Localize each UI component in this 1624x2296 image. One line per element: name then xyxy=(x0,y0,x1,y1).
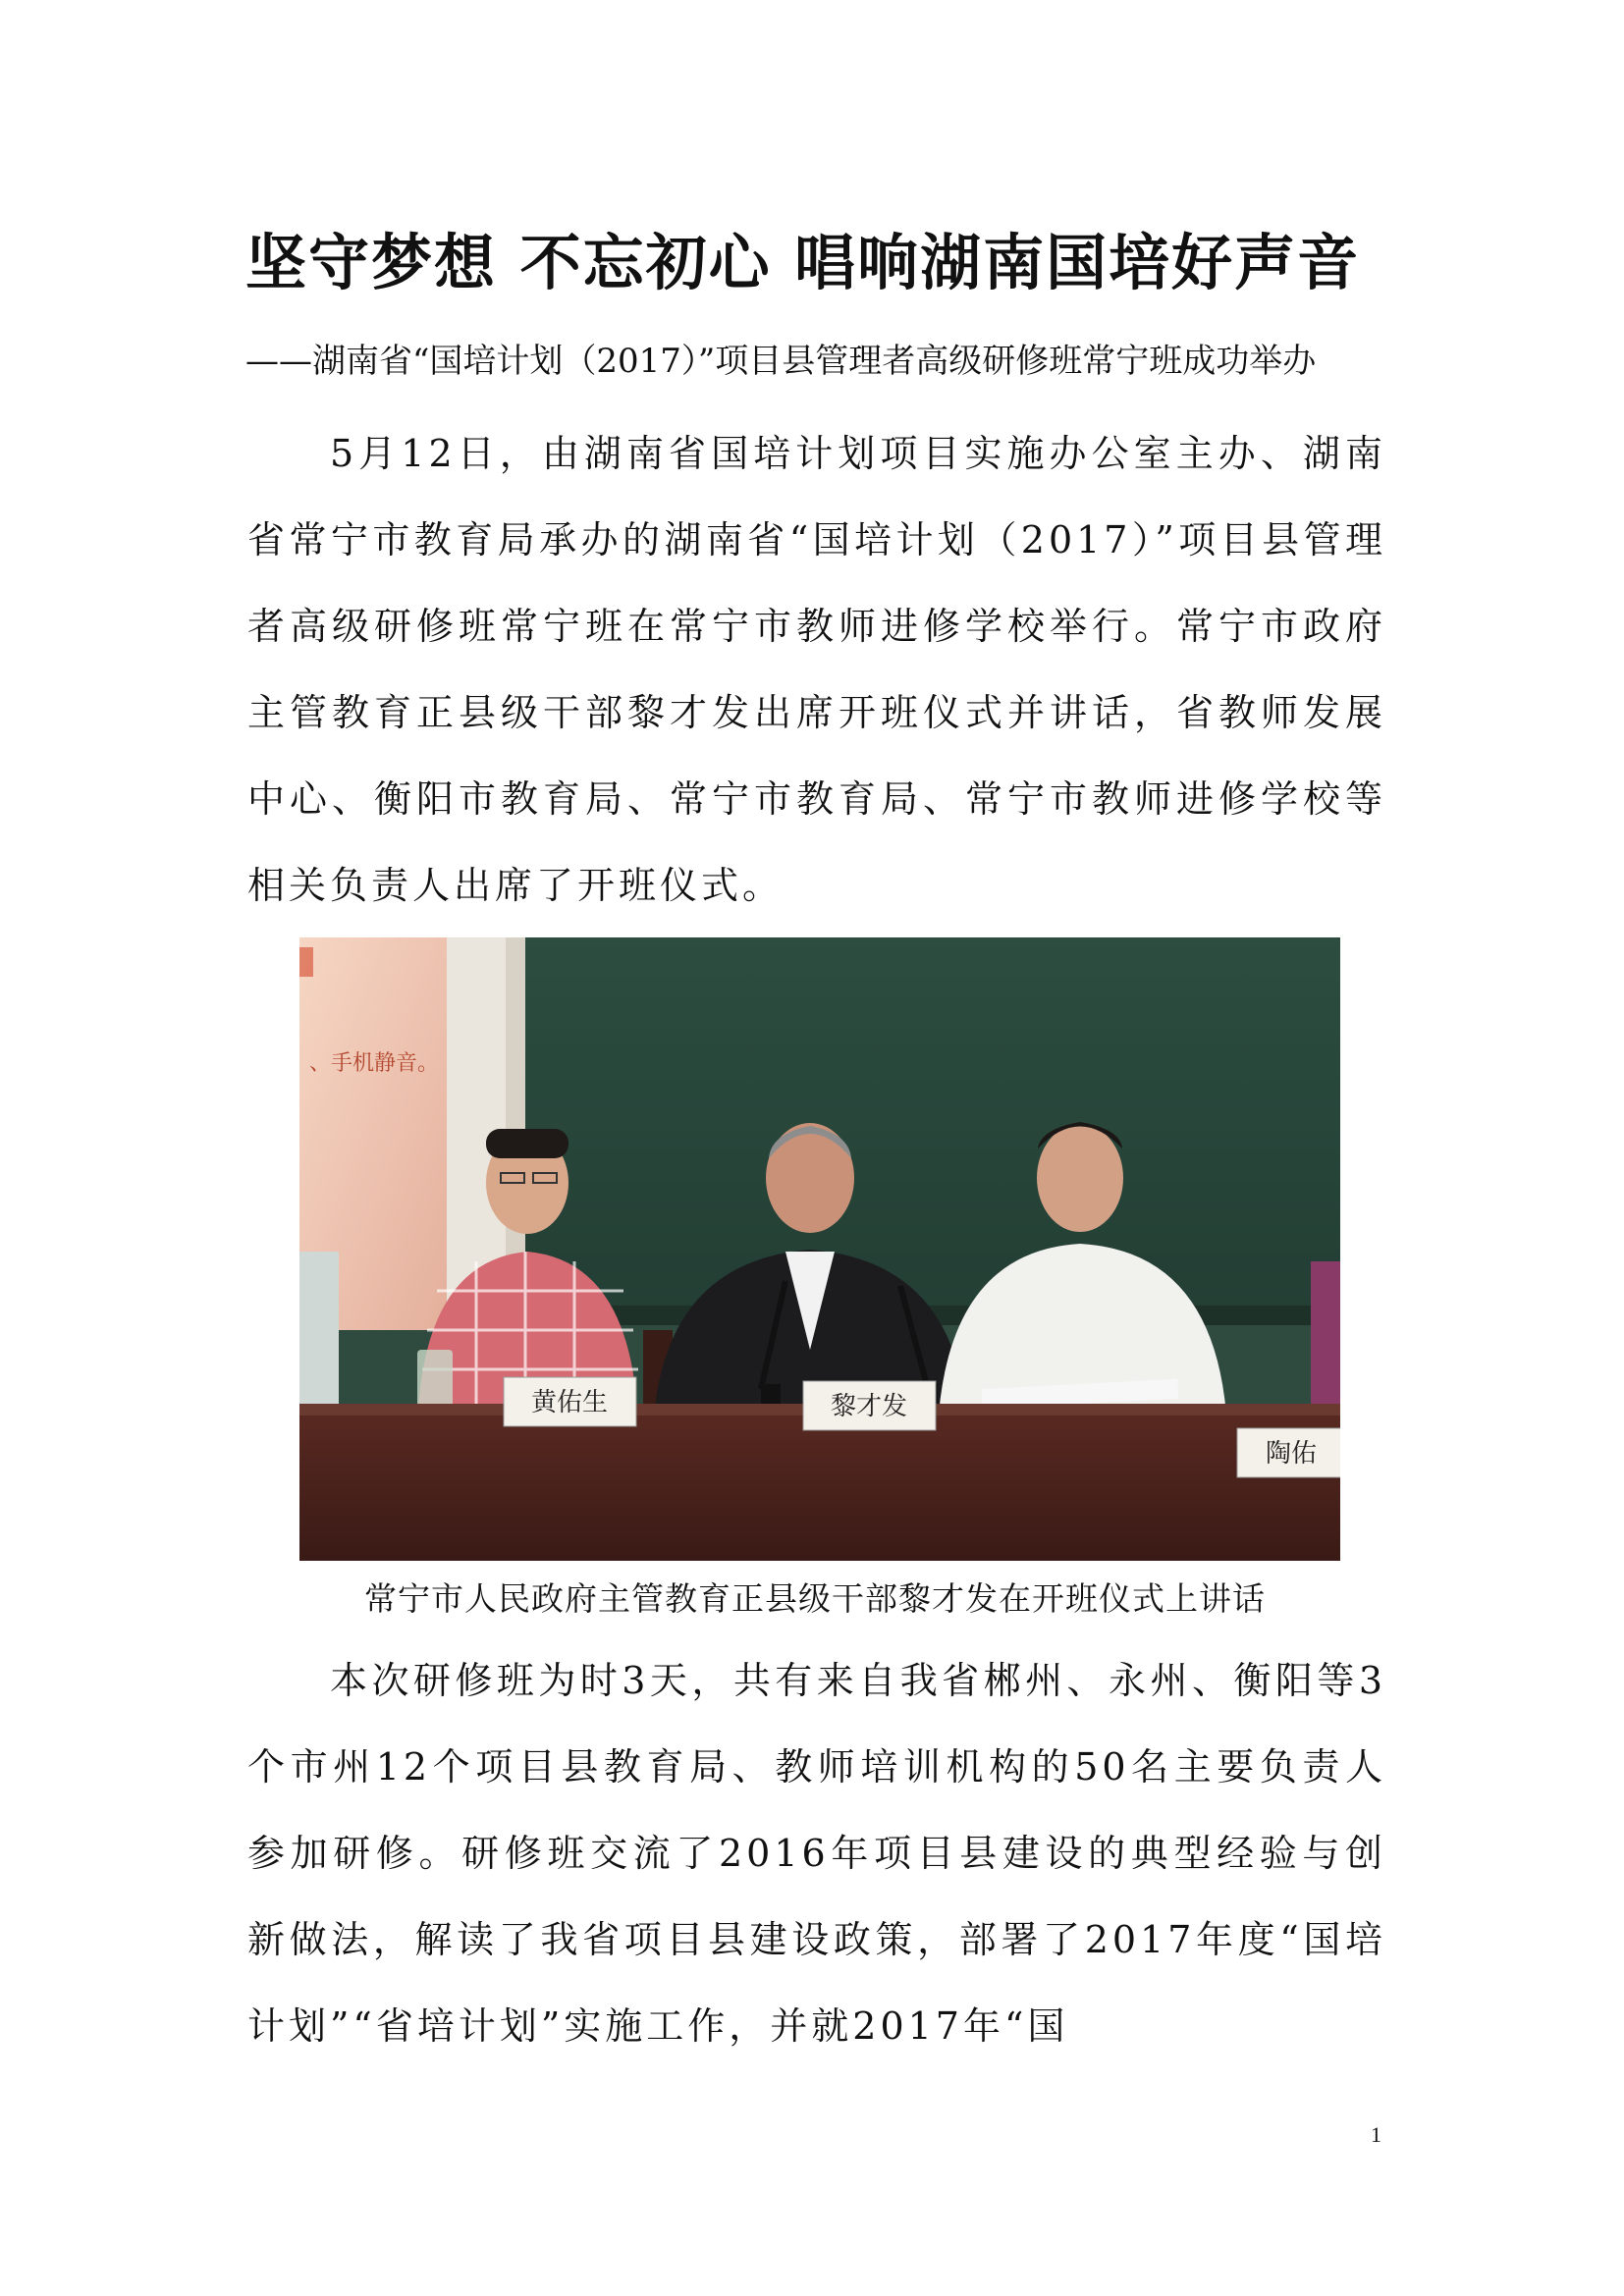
page-number: 1 xyxy=(1371,2122,1381,2147)
svg-text:黎才发: 黎才发 xyxy=(830,1392,908,1421)
photo-caption: 常宁市人民政府主管教育正县级干部黎才发在开班仪式上讲话 xyxy=(364,1579,1266,1618)
screen-text: 、手机静音。 xyxy=(309,1051,440,1076)
svg-text:黄佑生: 黄佑生 xyxy=(530,1388,609,1417)
article-title: 坚守梦想 不忘初心 唱响湖南国培好声音 xyxy=(245,227,1361,298)
nameplate-1 xyxy=(504,1377,636,1426)
event-photo xyxy=(299,937,1340,1561)
body-paragraph-1: 5月12日，由湖南省国培计划项目实施办公室主办、湖南省常宁市教育局承办的湖南省“国培计划（2017）”项目县管理者高级研修班常宁班在常宁市教师进修学校举行。常宁市政府主管教育正县级干部黎才发出席开班仪式并讲话，省教师发展中心、衡阳市教育局、常宁市教育局、常宁市教师进修学校等相关负责人出席了开班仪式。 xyxy=(247,432,1386,907)
body-paragraph-2: 本次研修班为时3天，共有来自我省郴州、永州、衡阳等3个市州12个项目县教育局、教师培训机构的50名主要负责人参加研修。研修班交流了2016年项目县建设的典型经验与创新做法，解读了我省项目县建设政策，部署了2017年度“国培计划”“省培计划”实施工作，并就2017年“国 xyxy=(247,1659,1386,2048)
nameplate-2 xyxy=(803,1381,936,1430)
nameplate-3 xyxy=(1237,1428,1340,1477)
article-subtitle: ——湖南省“国培计划（2017）”项目县管理者高级研修班常宁班成功举办 xyxy=(245,342,1317,381)
svg-text:陶佑: 陶佑 xyxy=(1265,1439,1318,1468)
